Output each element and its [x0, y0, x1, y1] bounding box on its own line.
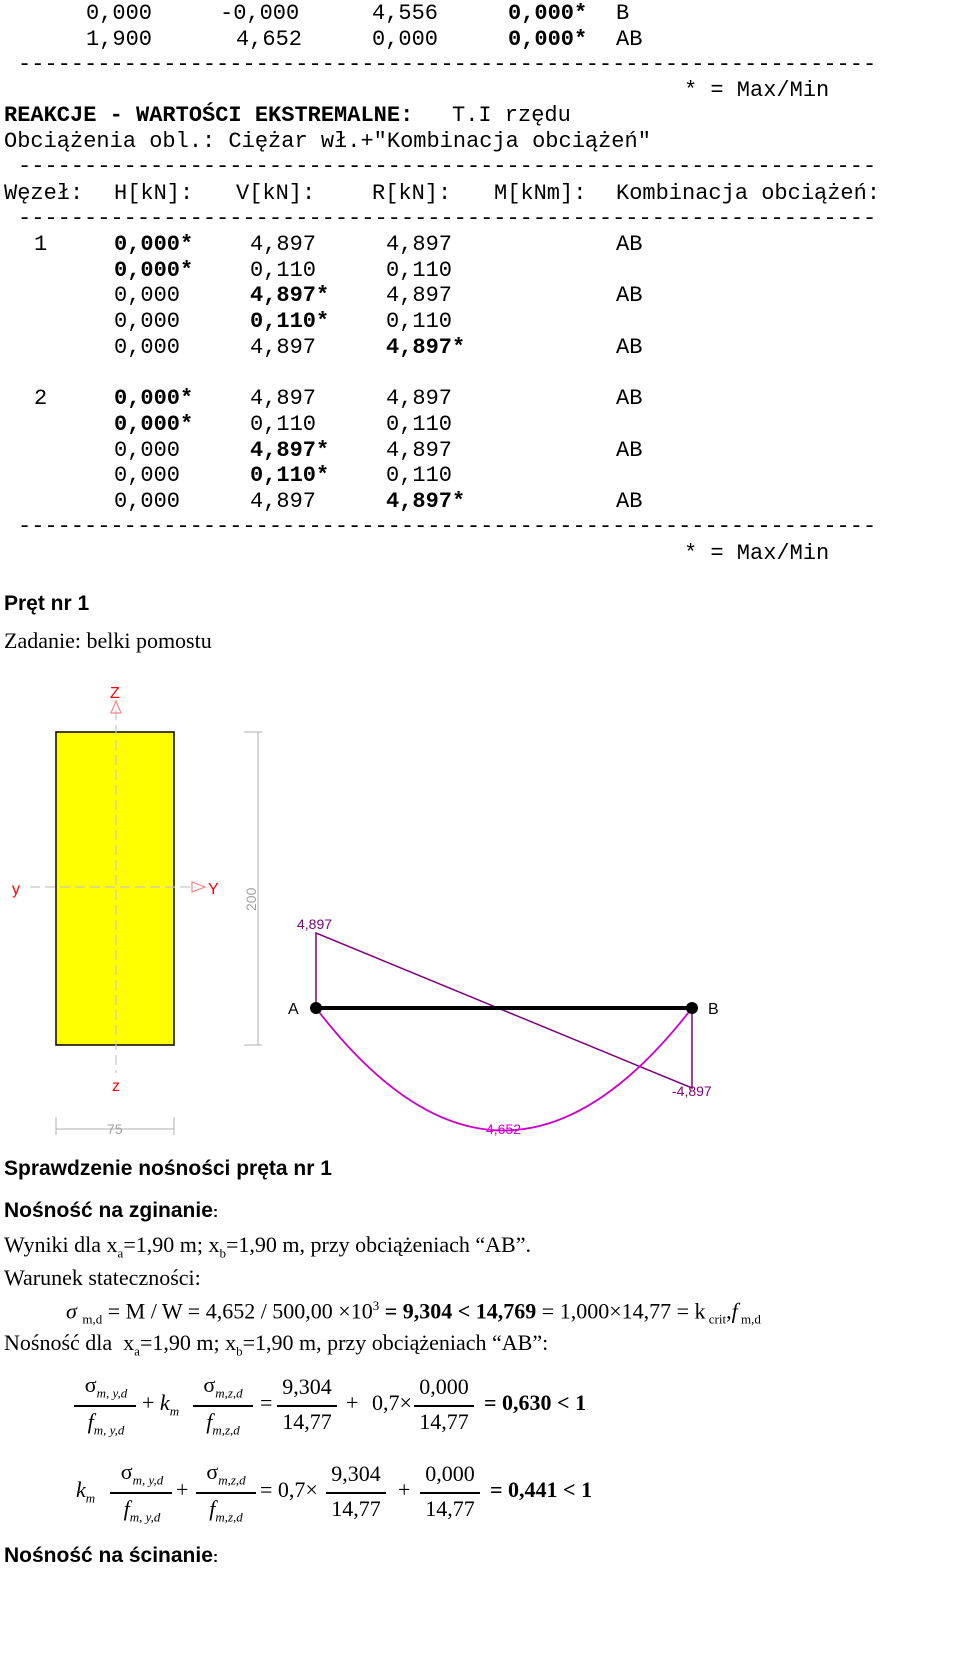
reactions-loads: Obciążenia obl.: Ciężar wł.+"Kombinacja obciążeń" — [4, 129, 651, 154]
eq2-result: = 0,441 < 1 — [490, 1477, 593, 1502]
top-cell: 0,000 — [372, 27, 439, 52]
node-b-marker — [686, 1002, 698, 1014]
reaction-cell-comb: AB — [616, 334, 643, 360]
reaction-cell-comb: AB — [616, 386, 643, 412]
shear-left-value: 4,897 — [297, 916, 333, 932]
eq2-coef: = 0,7× — [260, 1477, 318, 1502]
reaction-cell-r: 0,110 — [386, 463, 453, 489]
fraction-bar — [74, 1405, 136, 1407]
reaction-cell-h: 0,000 — [114, 334, 181, 360]
capacity-line: Nośność dla $x_a=1,90$ m; $x_b=1,90$ m, przy obciążeniach “AB”: — [4, 1330, 549, 1359]
reaction-cell-r: 4,897 — [386, 232, 453, 257]
eq2-plus: + — [176, 1477, 189, 1502]
eq2-km: $k_m$ — [76, 1477, 96, 1506]
moment-diagram — [316, 1008, 692, 1131]
top-cell: -0,000 — [220, 1, 300, 26]
eq1-plus: + — [346, 1390, 359, 1415]
shear-title-text: Nośność na ścinanie — [4, 1544, 213, 1567]
axis-label-Z: Z — [110, 685, 120, 702]
stability-label: Warunek stateczności: — [4, 1265, 201, 1290]
eq1-frac2-num: $\sigma_{m,z,d}$ — [203, 1372, 243, 1401]
moment-mid-value: 4,652 — [486, 1121, 522, 1137]
reaction-cell-v: 4,897 — [250, 232, 317, 257]
reaction-cell-v: 4,897 — [250, 489, 317, 514]
sigma-formula: σ $_{m,d} = M / W = 4,652 / 500,00 \times 10^3 = 9,304 < 14,769 = 1,000\times 14,77 = k$ $_{crit}$,f $_{m,d}$ — [66, 1298, 761, 1327]
separator-line: ----------------------------------------------------------------- — [18, 514, 877, 539]
fraction-bar — [420, 1492, 480, 1494]
reaction-cell-h: 0,000* — [114, 411, 194, 437]
header-r: R[kN]: — [372, 181, 452, 206]
separator-line: ----------------------------------------------------------------- — [18, 206, 877, 231]
fraction-bar — [326, 1492, 386, 1494]
reaction-cell-v: 4,897* — [250, 283, 330, 309]
fraction-bar — [414, 1405, 474, 1407]
node-a-marker — [310, 1002, 322, 1014]
results-prefix: Wyniki dla — [4, 1232, 102, 1257]
sigma-result: = 9,304 < 14,769 — [384, 1298, 537, 1324]
bending-title — [4, 1199, 218, 1223]
reaction-cell-comb: AB — [616, 489, 643, 514]
reaction-cell-r: 4,897 — [386, 437, 453, 463]
check-title: Sprawdzenie nośności pręta nr 1 — [4, 1157, 332, 1180]
eq2-frac2-num: $\sigma_{m,z,d}$ — [206, 1459, 246, 1488]
top-row-1 — [4, 0, 630, 27]
header-h: H[kN]: — [114, 181, 194, 206]
fraction-bar — [196, 1492, 256, 1494]
eq1-frac1-den: $f_{m, y,d}$ — [87, 1409, 125, 1438]
eq1-n2: 0,000 — [419, 1374, 469, 1399]
eq1-frac2-den: $f_{m,z,d}$ — [206, 1409, 240, 1438]
axis-label-Y: Y — [208, 881, 219, 898]
shear-diagram — [316, 933, 692, 1088]
reaction-cell-node: 1 — [34, 232, 48, 257]
eq1-coef: 0,7× — [372, 1390, 412, 1415]
node-b-label: B — [708, 1001, 719, 1018]
reaction-cell-r: 4,897* — [386, 334, 466, 360]
axis-label-z: z — [112, 1078, 120, 1095]
reaction-cell-h: 0,000 — [114, 283, 181, 309]
eq2-n1: 9,304 — [331, 1461, 381, 1486]
eq1-n1: 9,304 — [282, 1374, 332, 1399]
top-cell: 0,000 — [86, 1, 153, 26]
reaction-cell-h: 0,000* — [114, 386, 194, 412]
eq1-d1: 14,77 — [282, 1409, 332, 1434]
top-cell: 0,000* — [508, 1, 588, 26]
reactions-header — [4, 180, 881, 207]
eq1-equals: = — [260, 1390, 273, 1415]
top-cell: 4,652 — [236, 27, 303, 52]
max-min-note: * = Max/Min — [684, 541, 830, 566]
reaction-cell-v: 0,110 — [250, 411, 317, 437]
reactions-order: T.I rzędu — [452, 103, 571, 128]
max-min-note: * = Max/Min — [684, 78, 830, 103]
shear-colon: : — [212, 1549, 219, 1566]
bar-title: Pręt nr 1 — [4, 592, 90, 615]
top-row-2 — [4, 26, 643, 53]
reaction-cell-comb: AB — [616, 232, 643, 257]
reaction-cell-node: 2 — [34, 386, 48, 412]
cross-section-rect — [56, 732, 174, 1045]
reaction-cell-h: 0,000 — [114, 437, 181, 463]
eq2-d1: 14,77 — [331, 1496, 381, 1521]
eq1-result: = 0,630 < 1 — [484, 1390, 587, 1415]
eq1-frac1-num: $\sigma_{m, y,d}$ — [84, 1372, 128, 1401]
header-v: V[kN]: — [236, 181, 316, 206]
reaction-cell-v: 4,897 — [250, 386, 317, 412]
fraction-bar — [277, 1405, 337, 1407]
fraction-bar — [110, 1492, 172, 1494]
reaction-cell-r: 0,110 — [386, 257, 453, 283]
reaction-cell-r: 0,110 — [386, 411, 453, 437]
eq2-d2: 14,77 — [425, 1496, 475, 1521]
shear-right-value: -4,897 — [672, 1083, 712, 1099]
top-cell: AB — [616, 27, 643, 52]
reaction-cell-h: 0,000 — [114, 309, 181, 335]
eq2-frac2-den: $f_{m,z,d}$ — [209, 1496, 243, 1525]
top-cell: 4,556 — [372, 1, 439, 26]
reaction-cell-h: 0,000* — [114, 232, 194, 257]
fraction-bar — [193, 1405, 253, 1407]
header-comb: Kombinacja obciążeń: — [616, 181, 881, 206]
reaction-cell-v: 4,897* — [250, 437, 330, 463]
reaction-cell-v: 0,110* — [250, 463, 330, 489]
reaction-cell-v: 4,897 — [250, 334, 317, 360]
reaction-cell-r: 4,897* — [386, 489, 466, 514]
top-cell: 1,900 — [86, 27, 153, 52]
reaction-cell-h: 0,000 — [114, 489, 181, 514]
eq1-d2: 14,77 — [419, 1409, 469, 1434]
reaction-cell-v: 0,110* — [250, 309, 330, 335]
top-cell: B — [616, 1, 630, 26]
bending-colon: : — [212, 1204, 219, 1221]
sigma-tail: = 1,000×14,77 = k — [541, 1298, 706, 1324]
separator-line: ----------------------------------------------------------------- — [18, 52, 877, 77]
header-node: Węzeł: — [4, 181, 84, 206]
eq2-frac1-num: $\sigma_{m, y,d}$ — [120, 1459, 164, 1488]
reactions-title: REAKCJE - WARTOŚCI EKSTREMALNE: — [4, 103, 414, 128]
reaction-cell-h: 0,000* — [114, 257, 194, 283]
eq2-n2: 0,000 — [425, 1461, 475, 1486]
eq1-plus-k: + $k_m$ — [142, 1390, 180, 1419]
results-line: Wyniki dla $x_a=1,90$ m; $x_b=1,90$ m, przy obciążeniach “AB”. — [4, 1232, 531, 1261]
reaction-cell-comb: AB — [616, 437, 643, 463]
sigma-expr: = M / W = 4,652 / 500,00 ×10 — [107, 1298, 373, 1324]
reaction-cell-h: 0,000 — [114, 463, 181, 489]
bar-task: Zadanie: belki pomostu — [4, 628, 212, 653]
eq2-frac1-den: $f_{m, y,d}$ — [123, 1496, 161, 1525]
separator-line: ----------------------------------------------------------------- — [18, 154, 877, 179]
reaction-cell-r: 0,110 — [386, 309, 453, 335]
top-cell: 0,000* — [508, 27, 588, 52]
reaction-cell-v: 0,110 — [250, 257, 317, 283]
reaction-cell-comb: AB — [616, 283, 643, 309]
reaction-cell-r: 4,897 — [386, 283, 453, 309]
reaction-cell-r: 4,897 — [386, 386, 453, 412]
bending-title-text: Nośność na zginanie — [4, 1199, 213, 1222]
shear-title — [4, 1544, 218, 1568]
eq2-plus2: + — [398, 1477, 411, 1502]
node-a-label: A — [288, 1001, 299, 1018]
y-axis-arrow-icon — [192, 882, 205, 892]
axis-label-y: y — [12, 881, 20, 898]
section-diagram — [0, 675, 960, 1155]
width-dim-label: 75 — [107, 1121, 123, 1137]
height-dim-label: 200 — [243, 887, 259, 911]
header-m: M[kNm]: — [494, 181, 587, 206]
